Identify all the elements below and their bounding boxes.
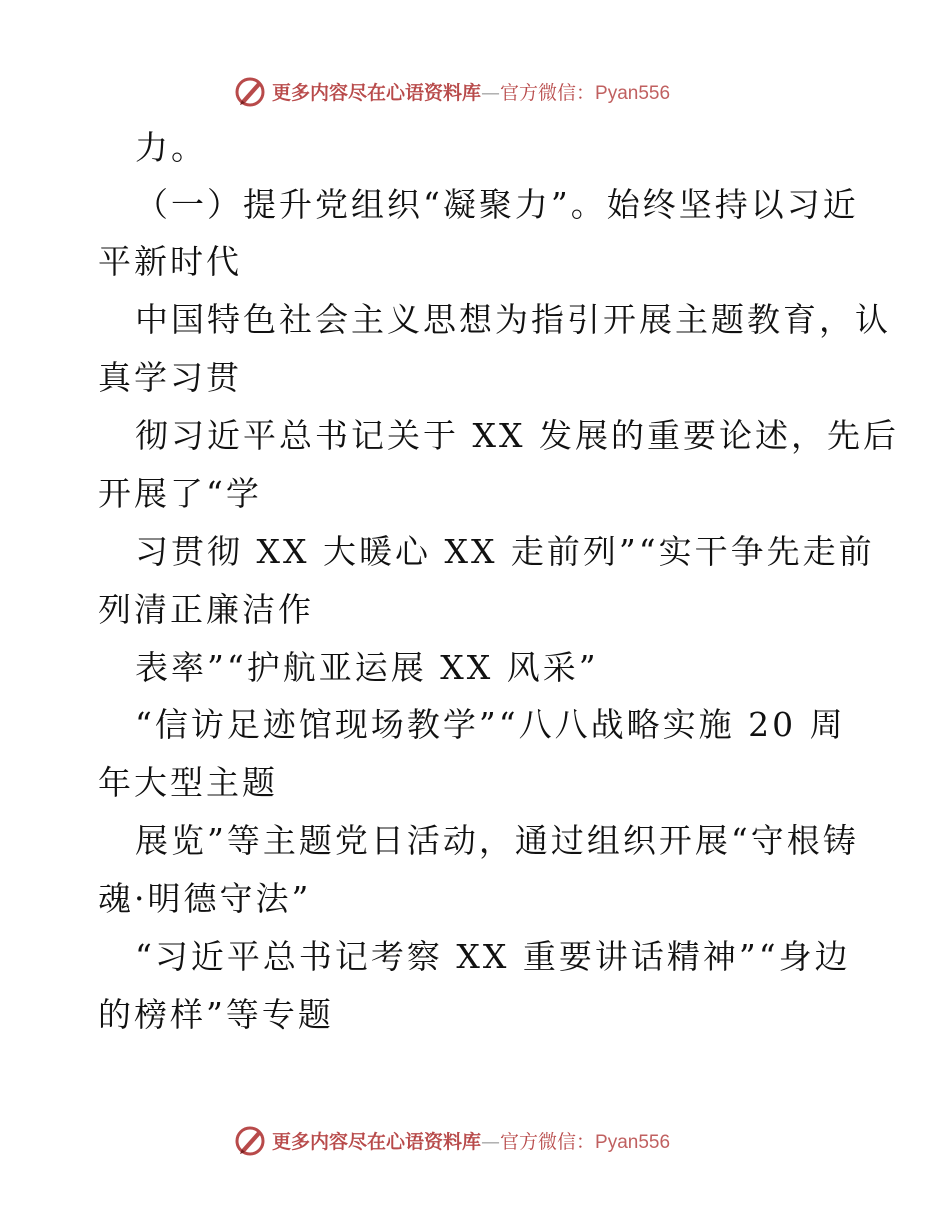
text-line: “信访足迹馆现场教学”“八八战略实施 20 周 bbox=[135, 705, 846, 744]
pen-circle-logo-icon bbox=[233, 1123, 267, 1157]
header-wechat-label: 官方微信： bbox=[500, 82, 596, 104]
header-text bbox=[272, 78, 670, 105]
text-line: 平新时代 bbox=[98, 242, 242, 281]
page-header bbox=[0, 72, 950, 112]
text-line: 表率”“护航亚运展 XX 风采” bbox=[135, 648, 599, 687]
text-line: 魂·明德守法” bbox=[98, 879, 312, 918]
text-line: “习近平总书记考察 XX 重要讲话精神”“身边 bbox=[135, 937, 851, 976]
header-separator: — bbox=[481, 82, 501, 104]
header-wechat-id: Pyan556 bbox=[595, 83, 671, 104]
text-line: 中国特色社会主义思想为指引开展主题教育，认 bbox=[135, 300, 891, 339]
footer-text bbox=[272, 1127, 670, 1154]
text-line: 彻习近平总书记关于 XX 发展的重要论述，先后 bbox=[135, 416, 899, 455]
text-line: 真学习贯 bbox=[98, 358, 242, 397]
text-line: 习贯彻 XX 大暖心 XX 走前列”“实干争先走前 bbox=[135, 532, 875, 571]
text-line: 年大型主题 bbox=[98, 763, 278, 802]
footer-wechat-id: Pyan556 bbox=[595, 1132, 671, 1153]
text-line: 列清正廉洁作 bbox=[98, 590, 314, 629]
text-line: 开展了“学 bbox=[98, 474, 262, 513]
pen-circle-logo-icon bbox=[233, 74, 267, 108]
text-line: 力。 bbox=[135, 128, 207, 167]
footer-brand: 更多内容尽在心语资料库 bbox=[272, 1131, 482, 1153]
text-line: 展览”等主题党日活动，通过组织开展“守根铸 bbox=[135, 821, 859, 860]
text-line: 的榜样”等专题 bbox=[98, 995, 334, 1034]
text-line: （一）提升党组织“凝聚力”。始终坚持以习近 bbox=[135, 185, 859, 224]
page-footer bbox=[0, 1121, 950, 1161]
footer-separator: — bbox=[481, 1131, 501, 1153]
header-brand: 更多内容尽在心语资料库 bbox=[272, 82, 482, 104]
footer-wechat-label: 官方微信： bbox=[500, 1131, 596, 1153]
